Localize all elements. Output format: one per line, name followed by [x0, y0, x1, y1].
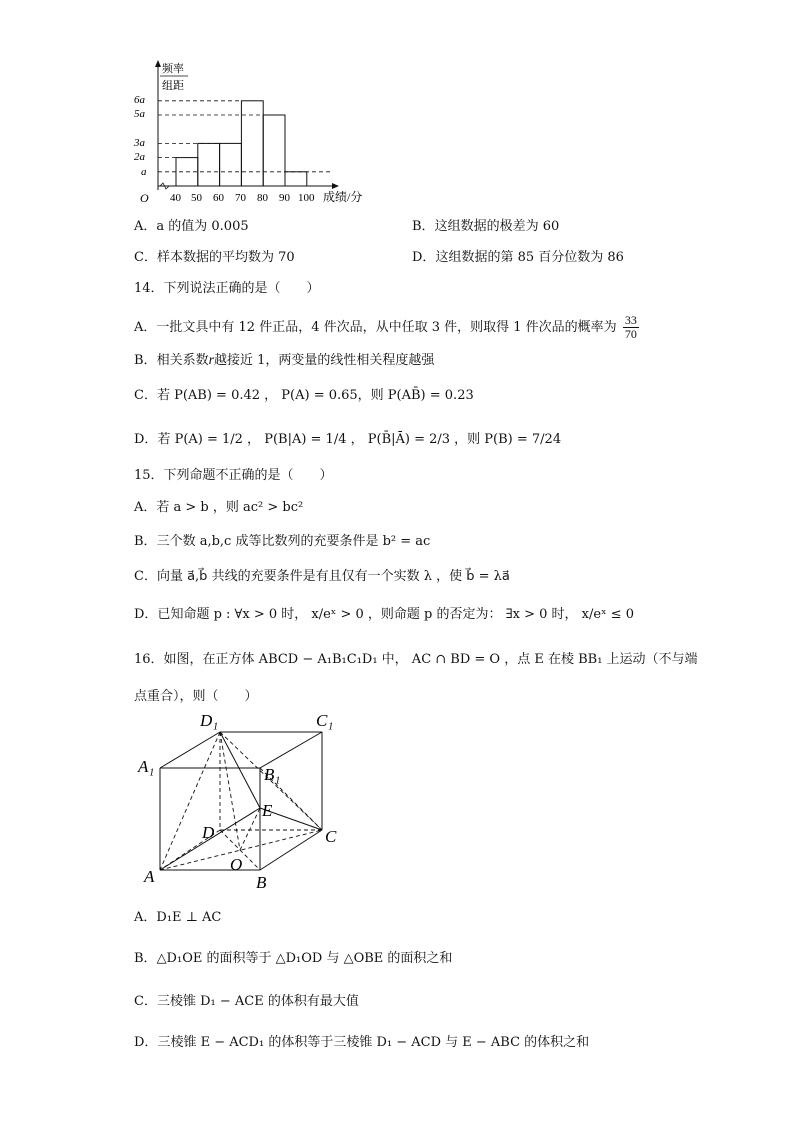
histogram-bar-80-90	[263, 115, 285, 186]
x-tick-80: 80	[257, 192, 268, 204]
label-o: O	[230, 855, 243, 874]
label-c: C	[325, 827, 337, 846]
label-d: D	[202, 823, 215, 842]
q15-option-a[interactable]: A．若 a > b ，则 ac² > bc²	[134, 500, 304, 515]
x-tick-90: 90	[279, 192, 290, 204]
q14-option-c[interactable]: C．若 P(AB) = 0.42 ， P(A) = 0.65，则 P(AB̄) = 0.23	[134, 388, 474, 403]
label-a1: A₁	[138, 757, 155, 776]
y-tick-a: a	[141, 166, 147, 178]
q16-option-a[interactable]: A．D₁E ⊥ AC	[134, 910, 222, 925]
histogram-bar-50-60	[198, 143, 220, 186]
label-b1: B₁	[264, 765, 281, 784]
frequency-histogram	[130, 58, 380, 208]
q16-stem-line-2: 点重合），则（ ）	[134, 689, 258, 704]
x-tick-60: 60	[213, 192, 224, 204]
q16-option-c[interactable]: C．三棱锥 D₁ − ACE 的体积有最大值	[134, 994, 359, 1009]
q15-option-c[interactable]: C．向量 a⃗,b⃗ 共线的充要条件是有且仅有一个实数 λ ，使 b⃗ = λa⃗	[134, 569, 510, 584]
q14-option-a[interactable]: A．一批文具中有 12 件正品，4 件次品，从中任取 3 件，则取得 1 件次品的概率为 $\frac{33}{70}$	[134, 313, 637, 341]
histogram-bar-90-100	[285, 172, 307, 186]
histogram-bar-60-70	[220, 143, 242, 186]
q13-option-b[interactable]: B．这组数据的极差为 60	[412, 219, 560, 234]
label-d1: D₁	[200, 711, 219, 730]
x-tick-70: 70	[235, 192, 246, 204]
q16-option-d[interactable]: D．三棱锥 E − ACD₁ 的体积等于三棱锥 D₁ − ACD 与 E − ABC 的体积之和	[134, 1035, 590, 1050]
y-title-denominator: 组距	[162, 80, 184, 92]
x-tick-100: 100	[298, 192, 315, 204]
origin-label: O	[140, 191, 149, 205]
fraction-33-70: $\frac{33}{70}$	[624, 313, 637, 341]
q15-option-b[interactable]: B．三个数 a,b,c 成等比数列的充要条件是 b² = ac	[134, 534, 431, 549]
y-tick-6a: 6a	[134, 94, 145, 106]
q13-option-d[interactable]: D．这组数据的第 85 百分位数为 86	[412, 250, 624, 265]
label-c1: C₁	[316, 711, 334, 730]
q13-option-a[interactable]: A．a 的值为 0.005	[134, 219, 249, 234]
q16-option-b[interactable]: B．△D₁OE 的面积等于 △D₁OD 与 △OBE 的面积之和	[134, 951, 453, 966]
label-b: B	[256, 873, 267, 892]
q14-option-d[interactable]: D．若 P(A) = 1/2 ， P(B|A) = 1/4 ， P(B̄|Ā) = 2/3 ，则 P(B) = 7/24	[134, 432, 562, 447]
q16-stem-line-1: 16．如图，在正方体 ABCD − A₁B₁C₁D₁ 中， AC ∩ BD = O ，点 E 在棱 BB₁ 上运动（不与端	[134, 652, 698, 667]
histogram-bar-70-80	[241, 101, 263, 186]
q15-stem: 15．下列命题不正确的是（ ）	[134, 468, 333, 483]
y-tick-5a: 5a	[134, 108, 145, 120]
q13-option-c[interactable]: C．样本数据的平均数为 70	[134, 250, 295, 265]
y-title-numerator: 频率	[162, 63, 184, 75]
label-e: E	[262, 801, 273, 820]
cube-diagram	[132, 710, 362, 895]
y-tick-3a: 3a	[134, 137, 145, 149]
y-tick-2a: 2a	[134, 151, 145, 163]
q14-option-b[interactable]: B．相关系数r越接近 1，两变量的线性相关程度越强	[134, 353, 435, 368]
x-tick-50: 50	[191, 192, 202, 204]
label-a: A	[144, 867, 155, 886]
x-axis-label: 成绩/分	[323, 190, 363, 204]
x-tick-40: 40	[170, 192, 181, 204]
q14-stem: 14．下列说法正确的是（ ）	[134, 281, 320, 296]
q15-option-d[interactable]: D．已知命题 p : ∀x > 0 时， x/eˣ > 0 ，则命题 p 的否定为： ∃x > 0 时， x/eˣ ≤ 0	[134, 607, 635, 622]
